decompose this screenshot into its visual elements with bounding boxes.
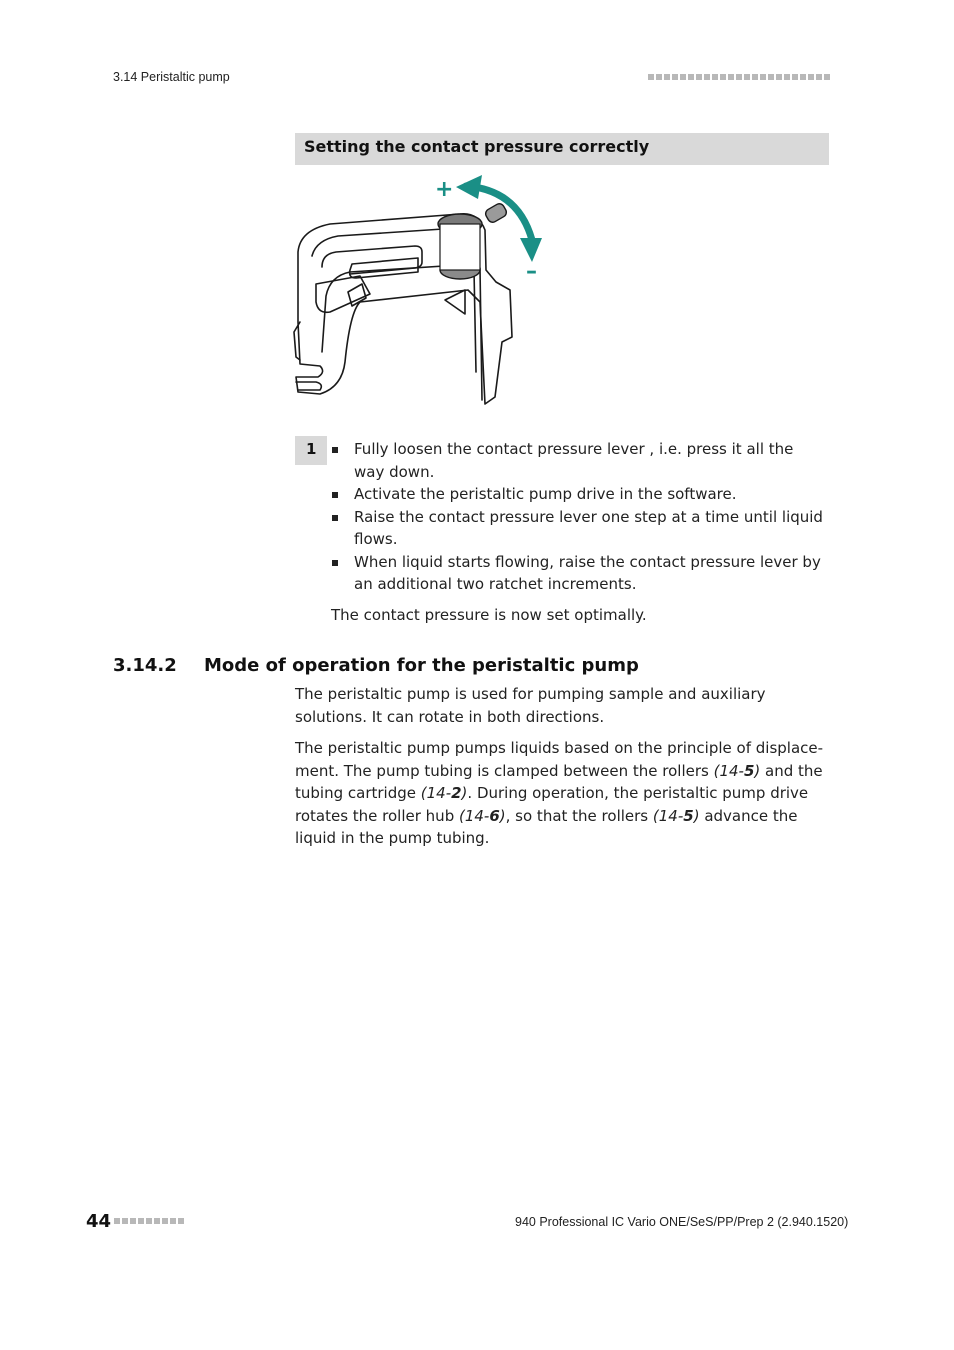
dot-mark: [792, 74, 798, 80]
dot-mark: [784, 74, 790, 80]
step-number: 1: [295, 436, 327, 465]
figure-reference: (14-5): [713, 761, 761, 780]
contact-pressure-lever-figure: [290, 172, 550, 408]
bullet-icon: [332, 515, 338, 521]
dot-mark: [720, 74, 726, 80]
header-dots: [648, 74, 830, 80]
dot-mark: [664, 74, 670, 80]
side-rail-2: [474, 270, 476, 372]
hook-shape: [348, 284, 366, 306]
paragraph-intro: The peristaltic pump is used for pumping sample and auxiliary solutions. It can rotate in both directions.: [295, 685, 766, 726]
step-bullet-list: [332, 438, 827, 596]
dot-mark: [178, 1218, 184, 1224]
lever-knob: [484, 202, 508, 224]
running-header-section: 3.14 Peristaltic pump: [113, 70, 230, 84]
bullet-icon: [332, 447, 338, 453]
list-item: Fully loosen the contact pressure lever , i.e. press it all the way down.: [332, 438, 827, 483]
roller-hub: [438, 214, 482, 279]
dot-mark: [808, 74, 814, 80]
list-item: When liquid starts flowing, raise the contact pressure lever by an additional two ratchet increments.: [332, 551, 827, 596]
dot-mark: [680, 74, 686, 80]
clip-bottom-left: [296, 382, 321, 390]
dot-mark: [170, 1218, 176, 1224]
side-rail: [480, 268, 482, 400]
section-title: Mode of operation for the peristaltic pump: [204, 655, 639, 676]
dot-mark: [824, 74, 830, 80]
bullet-icon: [332, 560, 338, 566]
footer-document-title: 940 Professional IC Vario ONE/SeS/PP/Prep 2 (2.940.1520): [515, 1215, 849, 1229]
dot-mark: [752, 74, 758, 80]
dot-mark: [656, 74, 662, 80]
dot-mark: [154, 1218, 160, 1224]
slot-left: [316, 276, 370, 312]
paragraph-principle: The peristaltic pump pumps liquids based on the principle of displacement. The pump tubing is clamped between the rollers (14-5) and the tubing cartridge (14-2). During operation, the peristaltic pump drive rotates the roller hub (14-6), so that the rollers (14-5) advance the liquid in the pump tubing.: [295, 739, 824, 847]
minus-label: –: [526, 259, 537, 284]
list-item: Raise the contact pressure lever one step at a time until liquid flows.: [332, 506, 827, 551]
dot-mark: [816, 74, 822, 80]
procedure-heading: Setting the contact pressure correctly: [295, 133, 829, 165]
figure-reference: (14-6): [458, 806, 506, 825]
figure-reference: (14-5): [652, 806, 700, 825]
dot-mark: [776, 74, 782, 80]
dot-mark: [688, 74, 694, 80]
dot-mark: [146, 1218, 152, 1224]
dot-mark: [130, 1218, 136, 1224]
dot-mark: [736, 74, 742, 80]
page-number: 44: [86, 1211, 112, 1232]
dot-mark: [712, 74, 718, 80]
list-item: Activate the peristaltic pump drive in the software.: [332, 483, 827, 506]
dot-mark: [768, 74, 774, 80]
step-result: The contact pressure is now set optimally.: [331, 606, 647, 624]
bullet-icon: [332, 492, 338, 498]
dot-mark: [672, 74, 678, 80]
plus-label: +: [435, 177, 454, 202]
dot-mark: [760, 74, 766, 80]
dot-mark: [800, 74, 806, 80]
figure-reference: (14-2): [420, 784, 468, 802]
dot-mark: [744, 74, 750, 80]
dot-mark: [648, 74, 654, 80]
dot-mark: [728, 74, 734, 80]
dot-mark: [704, 74, 710, 80]
footer-dots: [114, 1218, 184, 1224]
triangle-cutout: [445, 290, 465, 314]
dot-mark: [122, 1218, 128, 1224]
dot-mark: [114, 1218, 120, 1224]
arrow-head-top: [456, 175, 482, 199]
dot-mark: [162, 1218, 168, 1224]
dot-mark: [138, 1218, 144, 1224]
section-number: 3.14.2: [113, 655, 177, 676]
dot-mark: [696, 74, 702, 80]
